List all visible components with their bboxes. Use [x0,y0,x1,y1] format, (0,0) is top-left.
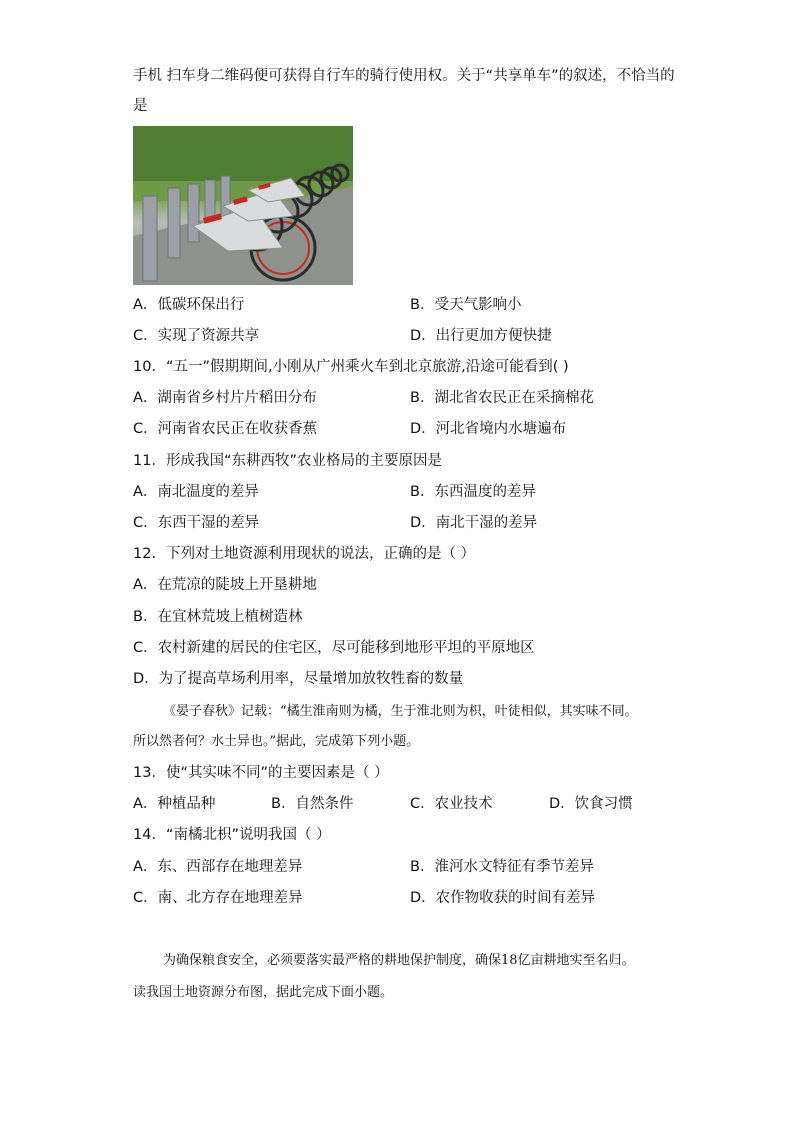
q9-option-c[interactable]: C．实现了资源共享 [133,328,260,344]
q10-stem: 10．“五一”假期期间,小刚从广州乘火车到北京旅游,沿途可能看到( ) [133,359,569,375]
q14-option-b[interactable]: B．淮河水文特征有季节差异 [410,859,594,875]
bike-share-illustration [133,126,353,285]
q14-option-d[interactable]: D．农作物收获的时间有差异 [410,890,596,906]
passage-1-line-2: 所以然者何？水土异也。”据此，完成第下列小题。 [133,734,420,749]
q14-option-c[interactable]: C．南、北方存在地理差异 [133,890,303,906]
q13-option-d[interactable]: D．饮食习惯 [549,796,633,812]
q13-stem: 13．使“其实味不同”的主要因素是（ ） [133,765,389,781]
q12-stem: 12．下列对土地资源利用现状的说法，正确的是（ ） [133,546,476,562]
q11-option-c[interactable]: C．东西干湿的差异 [133,515,260,531]
q11-option-b[interactable]: B．东西温度的差异 [410,484,536,500]
q10-option-d[interactable]: D．河北省境内水塘遍布 [410,421,567,437]
q13-option-c[interactable]: C．农业技术 [410,796,493,812]
q12-option-b[interactable]: B．在宜林荒坡上植树造林 [133,609,303,625]
passage-1-line-1: 《晏子春秋》记载：“橘生淮南则为橘，生于淮北则为枳，叶徒相似，其实味不同。 [163,704,638,719]
q13-option-b[interactable]: B．自然条件 [271,796,354,812]
q9-option-a[interactable]: A．低碳环保出行 [133,297,245,313]
q11-option-d[interactable]: D．南北干湿的差异 [410,515,538,531]
passage-2-line-2: 读我国土地资源分布图，据此完成下面小题。 [133,985,394,1000]
q14-option-a[interactable]: A．东、西部存在地理差异 [133,859,303,875]
q11-option-a[interactable]: A．南北温度的差异 [133,484,259,500]
q10-option-b[interactable]: B．湖北省农民正在采摘棉花 [410,390,594,406]
q14-stem: 14．“南橘北枳”说明我国（ ） [133,827,331,843]
q10-option-c[interactable]: C．河南省农民正在收获香蕉 [133,421,318,437]
q10-option-a[interactable]: A．湖南省乡村片片稻田分布 [133,390,317,406]
q12-option-a[interactable]: A．在荒凉的陡坡上开垦耕地 [133,577,317,593]
q9-option-b[interactable]: B．受天气影响小 [410,297,522,313]
q11-stem: 11．形成我国“东耕西牧”农业格局的主要原因是 [133,453,442,469]
q9-option-d[interactable]: D．出行更加方便快捷 [410,328,552,344]
q13-option-a[interactable]: A．种植品种 [133,796,216,812]
q12-option-c[interactable]: C．农村新建的居民的住宅区，尽可能移到地形平坦的平原地区 [133,640,535,656]
bike-share-photo [133,126,353,285]
intro-line-1: 手机 扫车身二维码便可获得自行车的骑行使用权。关于“共享单车”的叙述，不恰当的 [133,68,675,84]
q12-option-d[interactable]: D．为了提高草场利用率，尽量增加放牧牲畜的数量 [133,671,464,687]
intro-line-2: 是 [133,98,148,114]
passage-2-line-1: 为确保粮食安全，必须要落实最严格的耕地保护制度，确保18亿亩耕地实至名归。 [163,953,635,968]
